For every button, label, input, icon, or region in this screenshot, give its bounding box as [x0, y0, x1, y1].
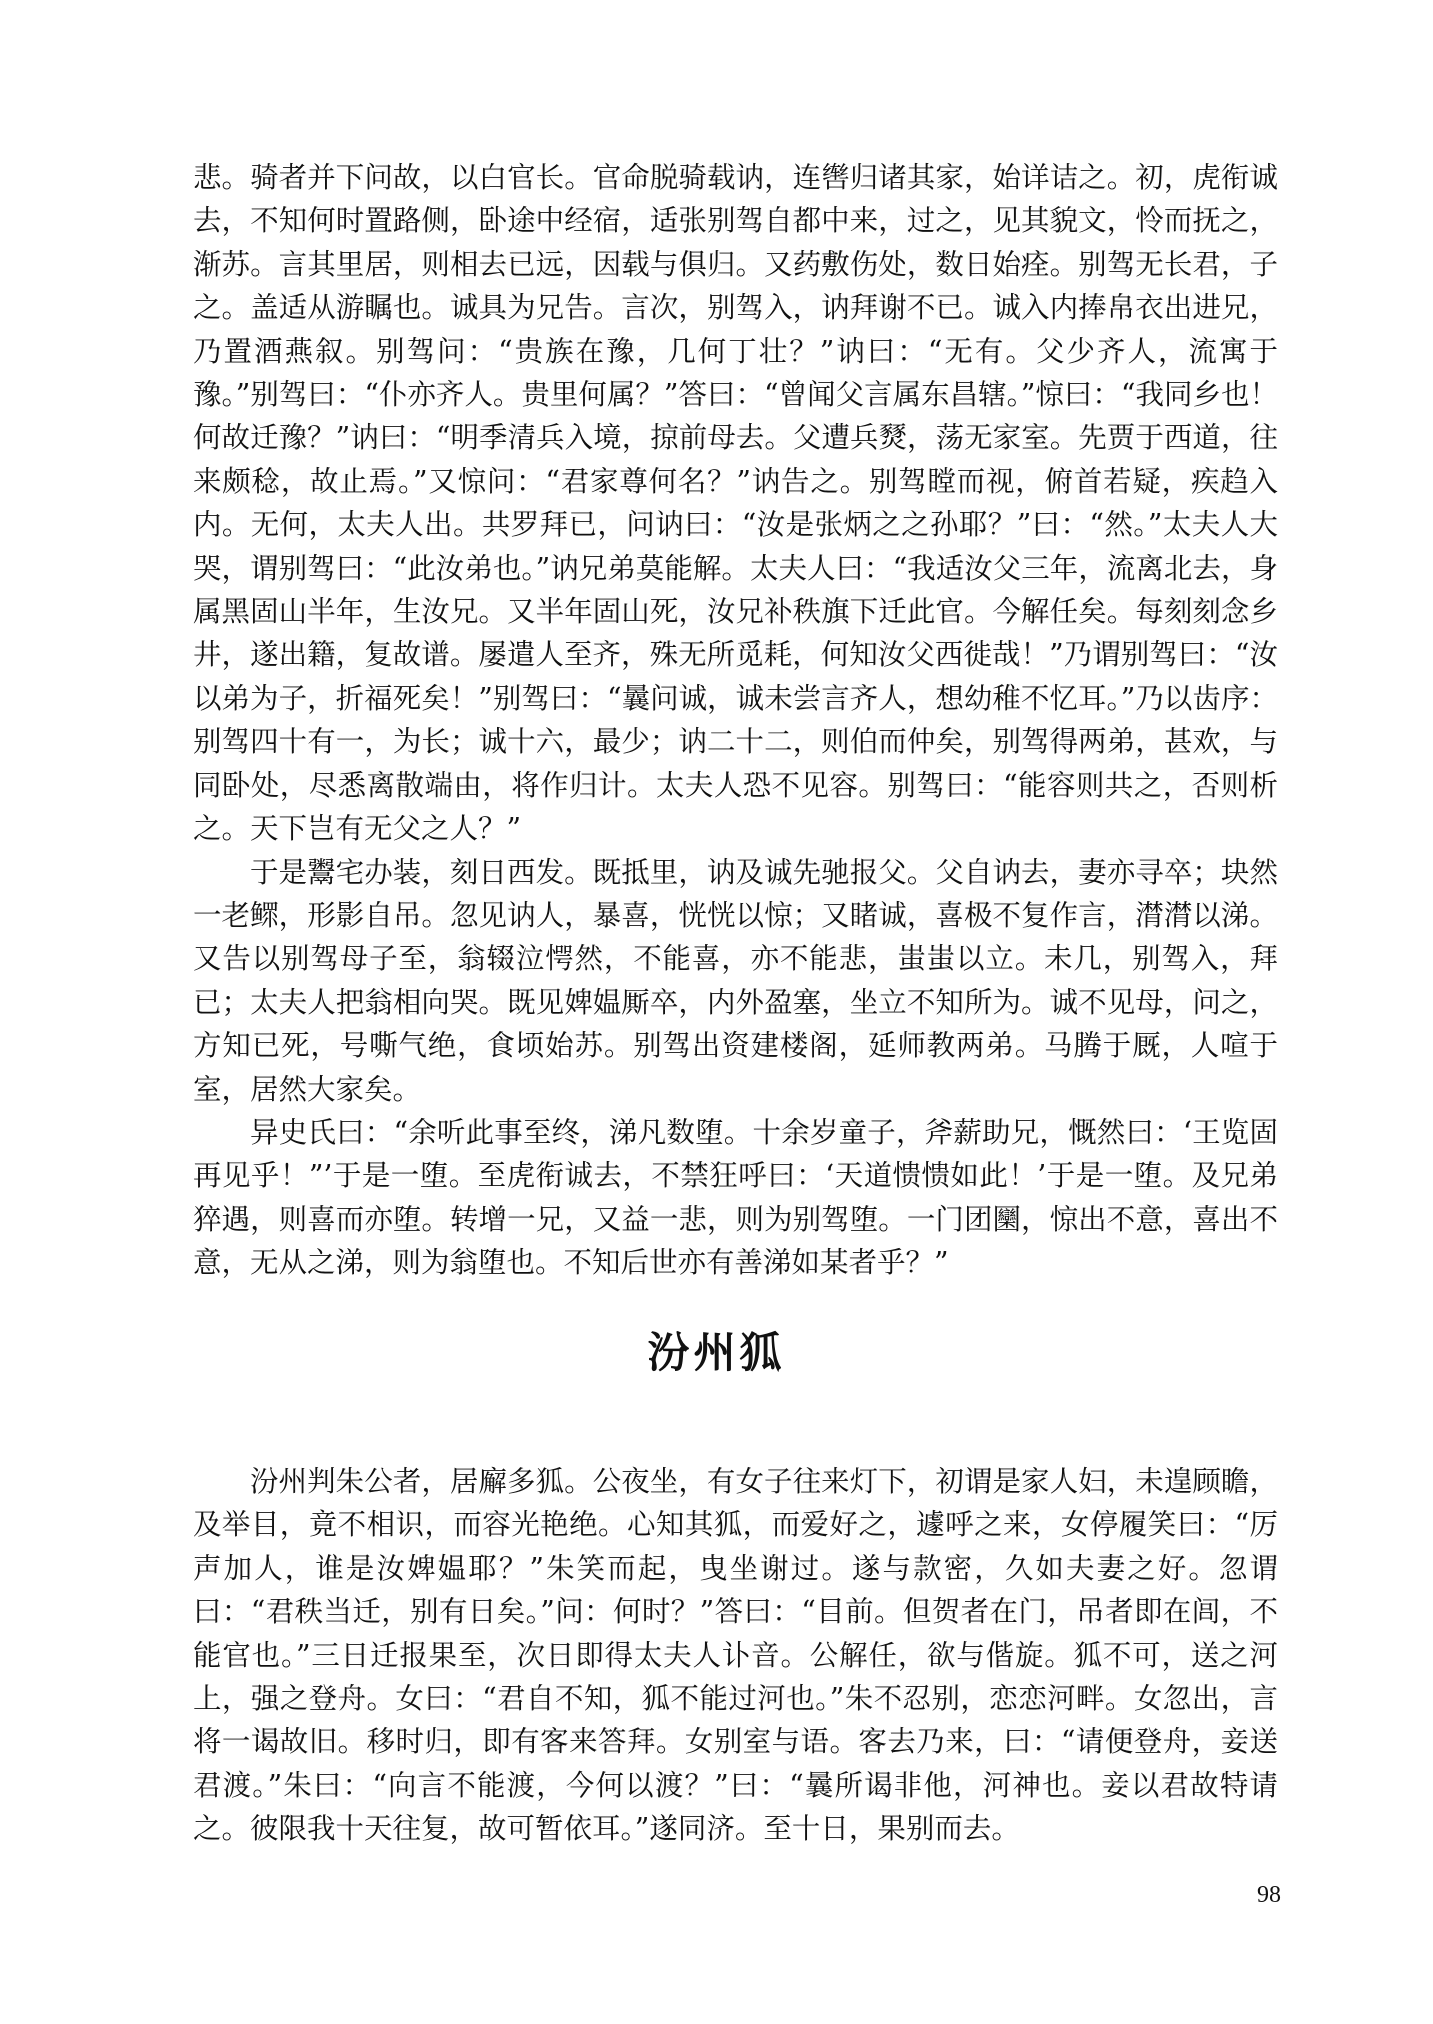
paragraph: 汾州判朱公者，居廨多狐。公夜坐，有女子往来灯下，初谓是家人妇，未遑顾瞻，及举目，竟不相识，而容光艳绝。心知其狐，而爱好之，遽呼之来，女停履笑曰：“厉声加人，谁是汝婢媪耶？”朱笑而起，曳坐谢过。遂与款密，久如夫妻之好。忽谓曰：“君秩当迁，别有日矣。”问：何时？”答曰：“目前。但贺者在门，吊者即在闾，不能官也。”三日迁报果至，次日即得太夫人讣音。公解任，欲与偕旋。狐不可，送之河上，强之登舟。女曰：“君自不知，狐不能过河也。”朱不忍别，恋恋河畔。女忽出，言将一谒故旧。移时归，即有客来答拜。女别室与语。客去乃来，曰：“请便登舟，妾送君渡。”朱曰：“向言不能渡，今何以渡？”曰：“曩所谒非他，河神也。妾以君故特请之。彼限我十天往复，故可暂依耳。”遂同济。至十日，果别而去。 [193, 1465, 1278, 1846]
paragraph: 于是鬻宅办装，刻日西发。既抵里，讷及诚先驰报父。父自讷去，妻亦寻卒；块然一老鳏，形影自吊。忽见讷人，暴喜，恍恍以惊；又睹诚，喜极不复作言，潸潸以涕。又告以别驾母子至，翁辍泣愕然，不能喜，亦不能悲，蚩蚩以立。未几，别驾入，拜已；太夫人把翁相向哭。既见婢媪厮卒，内外盈塞，坐立不知所为。诚不见母，问之，方知已死，号嘶气绝，食顷始苏。别驾出资建楼阁，延师教两弟。马腾于厩，人喧于室，居然大家矣。 [193, 855, 1278, 1106]
previous-story-text [193, 156, 1278, 1285]
commentary-paragraph: 异史氏曰：“余听此事至终，涕凡数堕。十余岁童子，斧薪助兄，慨然曰：‘王览固再见乎！”’于是一堕。至虎衔诚去，不禁狂呼曰：‘天道愦愦如此！’于是一堕。及兄弟猝遇，则喜而亦堕。转增一兄，又益一悲，则为别驾堕。一门团圞，惊出不意，喜出不意，无从之涕，则为翁堕也。不知后世亦有善涕如某者乎？” [193, 1115, 1278, 1280]
page-number: 98 [1257, 1882, 1281, 1908]
paragraph-continued: 悲。骑者并下问故，以白官长。官命脱骑载讷，连辔归诸其家，始详诘之。初，虎衔诚去，不知何时置路侧，卧途中经宿，适张别驾自都中来，过之，见其貌文，怜而抚之，渐苏。言其里居，则相去已远，因载与俱归。又药敷伤处，数日始痊。别驾无长君，子之。盖适从游瞩也。诚具为兄告。言次，别驾入，讷拜谢不已。诚入内捧帛衣出进兄，乃置酒燕叙。别驾问：“贵族在豫，几何丁壮？”讷曰：“无有。父少齐人，流寓于豫。”别驾曰：“仆亦齐人。贵里何属？”答曰：“曾闻父言属东昌辖。”惊曰：“我同乡也！何故迁豫？”讷曰：“明季清兵入境，掠前母去。父遭兵燹，荡无家室。先贾于西道，往来颇稔，故止焉。”又惊问：“君家尊何名？”讷告之。别驾瞠而视，俯首若疑，疾趋入内。无何，太夫人出。共罗拜已，问讷曰：“汝是张炳之之孙耶？”曰：“然。”太夫人大哭，谓别驾曰：“此汝弟也。”讷兄弟莫能解。太夫人曰：“我适汝父三年，流离北去，身属黑固山半年，生汝兄。又半年固山死，汝兄补秩旗下迁此官。今解任矣。每刻刻念乡井，遂出籍，复故谱。屡遣人至齐，殊无所觅耗，何知汝父西徙哉！”乃谓别驾曰：“汝以弟为子，折福死矣！”别驾曰：“曩问诚，诚未尝言齐人，想幼稚不忆耳。”乃以齿序：别驾四十有一，为长；诚十六，最少；讷二十二，则伯而仲矣，别驾得两弟，甚欢，与同卧处，尽悉离散端由，将作归计。太夫人恐不见容。别驾曰：“能容则共之，否则析之。天下岂有无父之人？” [193, 161, 1278, 846]
chapter-body-text [193, 1460, 1278, 1851]
chapter-title: 汾州狐 [647, 1328, 786, 1377]
